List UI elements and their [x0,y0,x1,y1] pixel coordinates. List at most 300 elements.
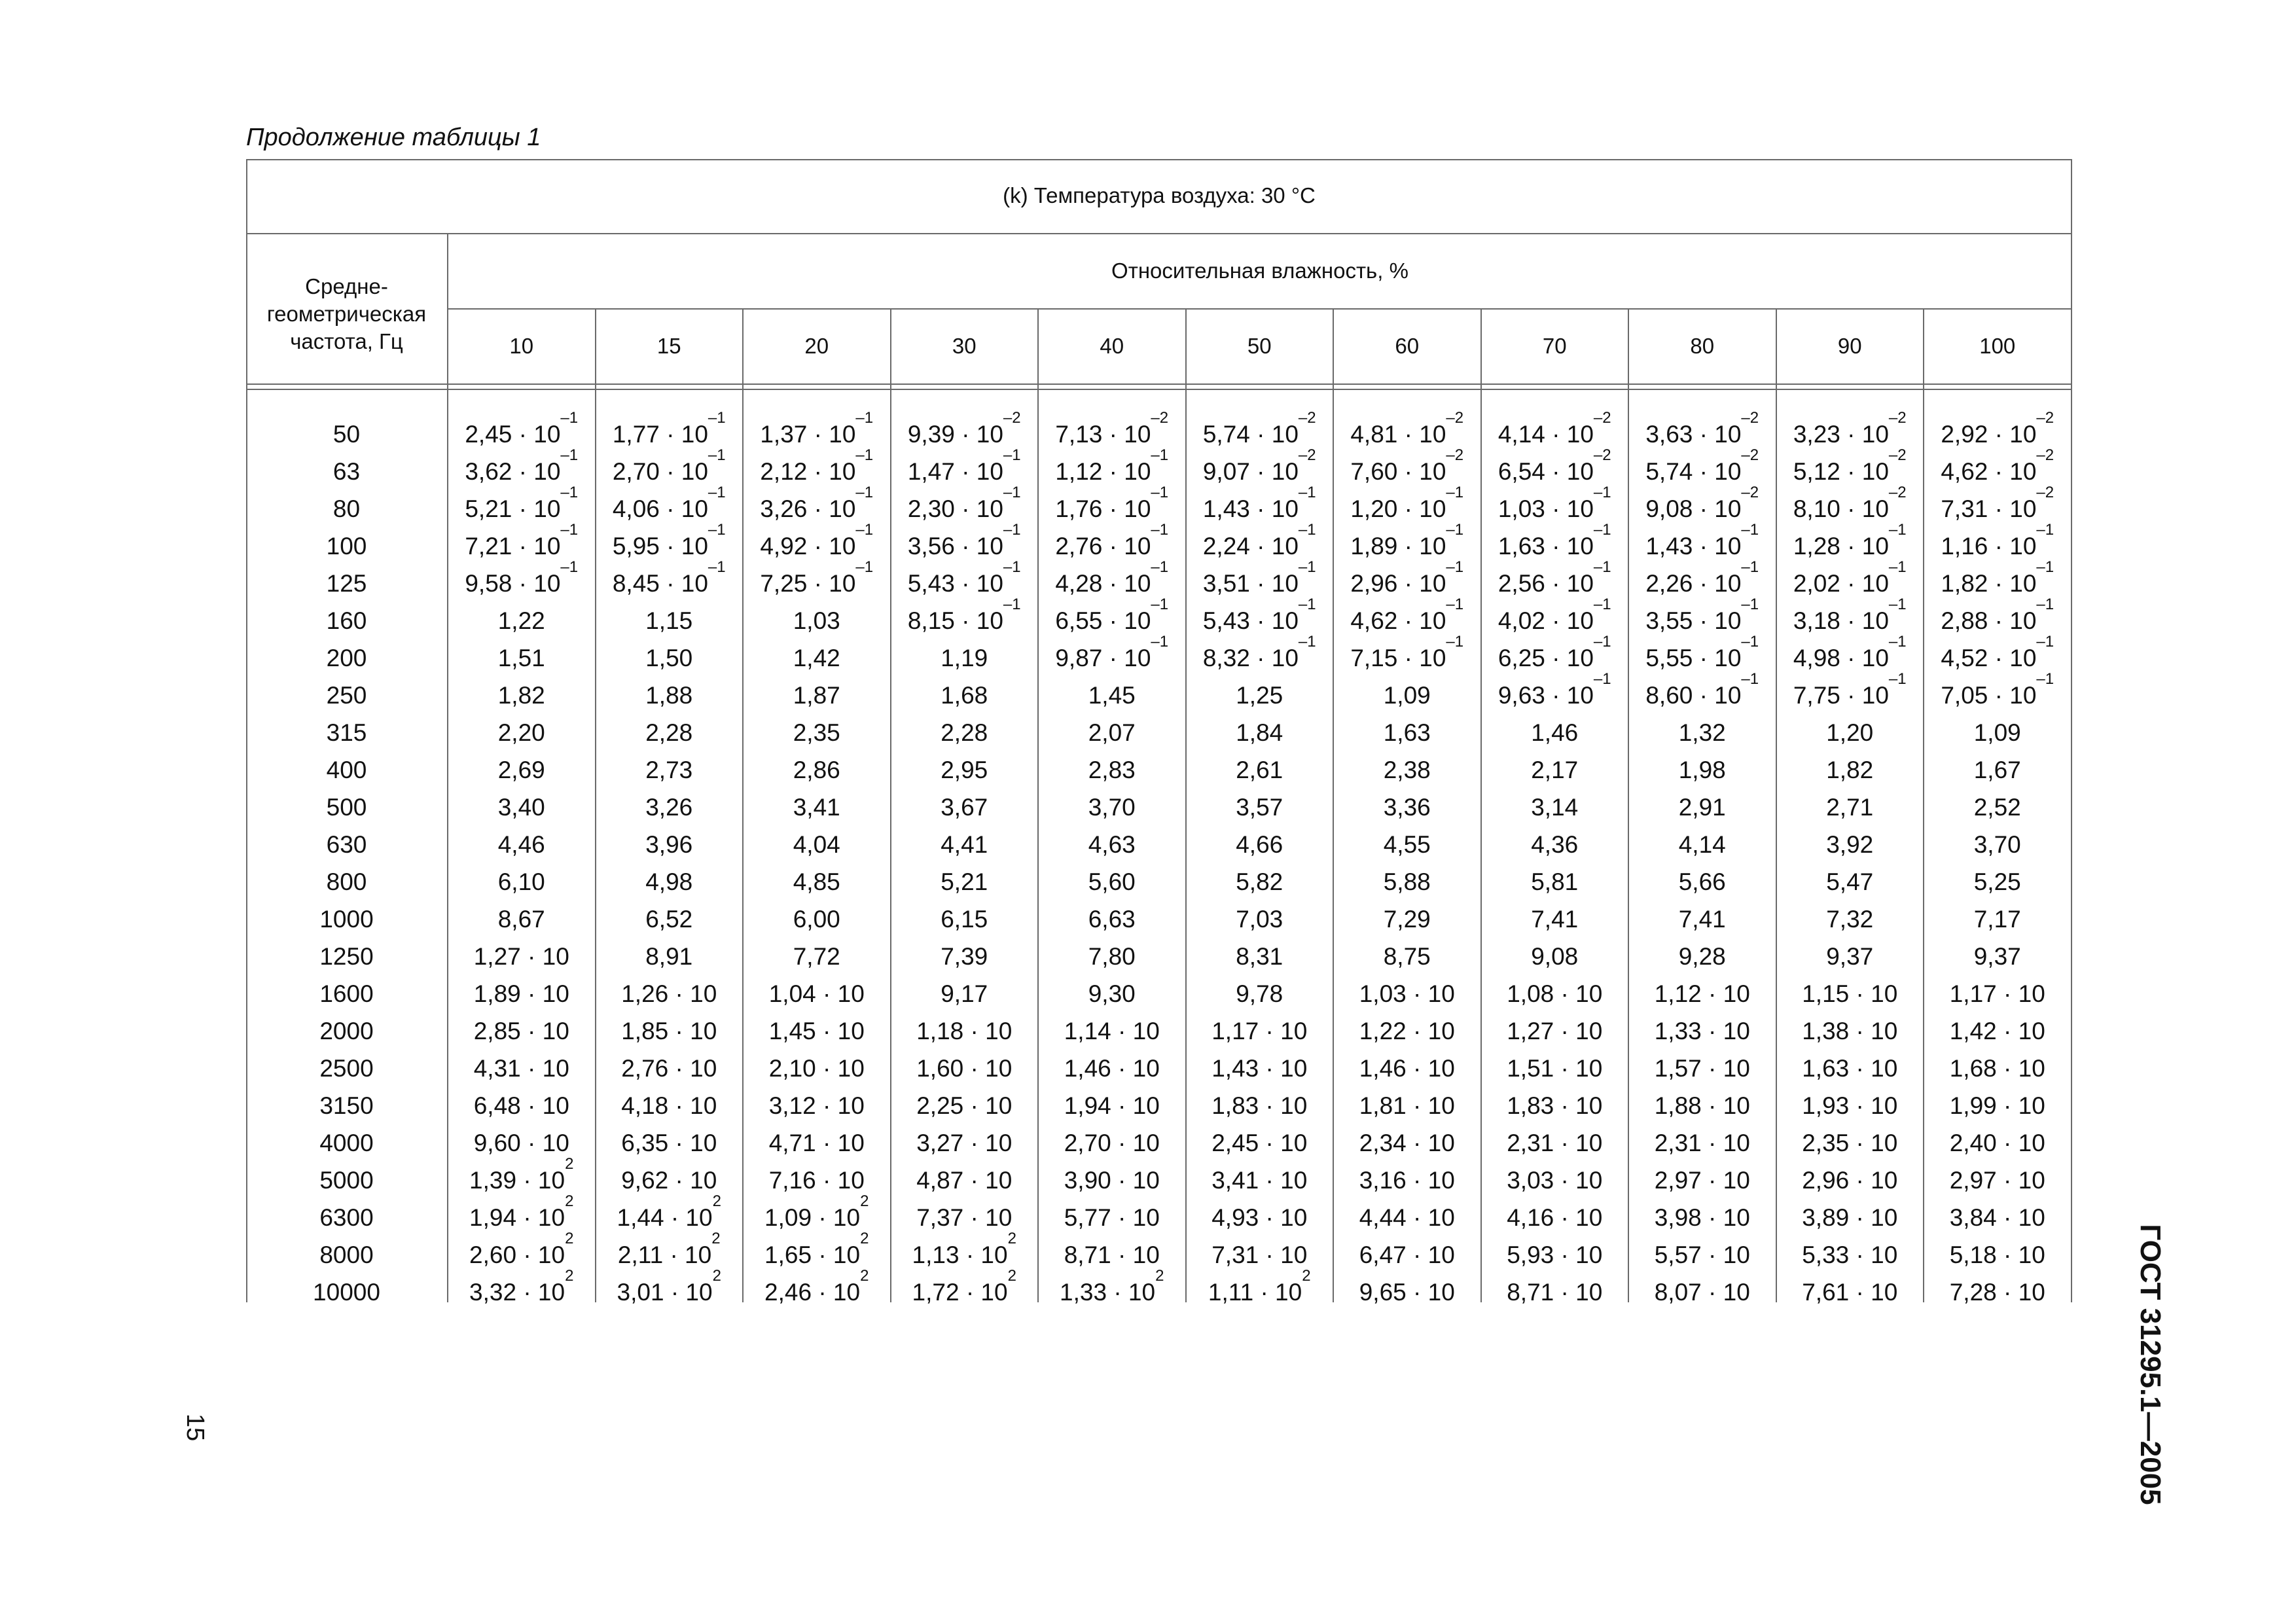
attenuation-value-cell [1038,826,1186,863]
value-mantissa: 4,98 · 10 [1793,645,1889,671]
attenuation-value-cell [1186,1236,1334,1274]
value-mantissa: 2,07 [1088,719,1136,746]
value-mantissa: 4,28 · 10 [1055,570,1151,597]
value-mantissa: 2,76 · 10 [621,1055,717,1082]
value-exponent: –1 [1298,633,1316,651]
value-mantissa: 1,88 [645,682,693,709]
value-mantissa: 8,31 [1236,943,1283,970]
value-mantissa: 1,46 · 10 [1064,1055,1160,1082]
value-mantissa: 1,22 · 10 [1359,1018,1455,1044]
attenuation-value-cell [1776,863,1924,901]
value-mantissa: 4,85 [793,868,840,895]
frequency-cell: 630 [326,831,367,858]
value-exponent: –1 [1298,558,1316,576]
attenuation-value-cell [596,751,744,789]
value-mantissa: 2,12 · 10 [760,458,856,485]
value-exponent: 2 [1155,1267,1164,1285]
value-mantissa: 3,32 · 10 [469,1279,565,1306]
value-mantissa: 7,25 · 10 [760,570,856,597]
attenuation-value-cell [1038,1199,1186,1236]
frequency-cell: 10000 [313,1279,380,1306]
attenuation-value-cell [743,1267,891,1311]
value-exponent: –2 [1593,446,1611,464]
value-mantissa: 7,39 [941,943,988,970]
value-exponent: –1 [1446,521,1464,539]
value-mantissa: 5,43 · 10 [1202,607,1299,634]
attenuation-value-cell [1333,1199,1481,1236]
value-exponent: –1 [1003,558,1021,576]
value-mantissa: 3,03 · 10 [1507,1167,1603,1194]
attenuation-value-cell [448,639,596,677]
attenuation-value-cell [596,938,744,975]
value-mantissa: 7,37 · 10 [916,1204,1013,1231]
value-mantissa: 7,60 · 10 [1350,458,1446,485]
attenuation-value-cell [1038,1087,1186,1124]
value-mantissa: 1,81 · 10 [1359,1092,1455,1119]
value-mantissa: 5,12 · 10 [1793,458,1889,485]
value-mantissa: 5,95 · 10 [612,533,708,560]
attenuation-value-cell [1038,1162,1186,1199]
frequency-cell: 6300 [319,1204,374,1231]
value-exponent: –1 [1888,633,1907,651]
value-mantissa: 1,27 · 10 [1507,1018,1603,1044]
value-mantissa: 1,37 · 10 [760,421,856,448]
attenuation-value-cell [1038,1050,1186,1087]
attenuation-value-cell [1924,1199,2072,1236]
attenuation-value-cell [1628,938,1776,975]
frequency-cell: 8000 [319,1241,374,1268]
value-mantissa: 6,10 [497,868,545,895]
value-mantissa: 2,73 [645,757,693,783]
attenuation-value-cell [1333,863,1481,901]
attenuation-value-cell [1186,1199,1334,1236]
value-mantissa: 4,52 · 10 [1941,645,2037,671]
attenuation-value-cell [596,558,744,602]
attenuation-value-cell [448,1012,596,1050]
value-mantissa: 2,35 · 10 [1802,1130,1898,1156]
value-mantissa: 2,61 [1236,757,1283,783]
attenuation-value-cell [596,1087,744,1124]
table-caption: Продолжение таблицы 1 [246,124,541,151]
value-exponent: 2 [712,1192,721,1210]
value-exponent: –2 [1888,484,1907,501]
value-exponent: –1 [1151,484,1169,501]
value-mantissa: 1,25 [1236,682,1283,709]
value-mantissa: 2,83 [1088,757,1136,783]
attenuation-value-cell [596,789,744,826]
value-exponent: –1 [1003,484,1021,501]
value-exponent: 2 [565,1155,574,1173]
attenuation-value-cell [891,826,1039,863]
attenuation-value-cell [1628,1162,1776,1199]
attenuation-value-cell [1186,789,1334,826]
value-exponent: –1 [855,521,874,539]
value-mantissa: 5,47 [1826,868,1874,895]
value-mantissa: 4,62 · 10 [1350,607,1446,634]
value-mantissa: 4,41 [941,831,988,858]
value-mantissa: 1,43 · 10 [1645,533,1742,560]
attenuation-value-cell [743,602,891,639]
attenuation-value-cell [1924,670,2072,714]
value-mantissa: 1,03 [793,607,840,634]
value-exponent: –2 [1888,446,1907,464]
attenuation-value-cell [891,596,1039,639]
frequency-cell: 100 [326,533,367,560]
value-exponent: 2 [1007,1230,1016,1247]
frequency-cell: 315 [326,719,367,746]
group-header-rule [448,308,2072,310]
value-mantissa: 1,77 · 10 [612,421,708,448]
value-exponent: –1 [2036,558,2054,576]
value-mantissa: 3,41 · 10 [1211,1167,1308,1194]
humidity-column-header: 50 [1247,334,1272,358]
value-mantissa: 3,27 · 10 [916,1130,1013,1156]
value-mantissa: 7,05 · 10 [1941,682,2037,709]
value-mantissa: 1,08 · 10 [1507,980,1603,1007]
title-rule [246,233,2072,234]
frequency-cell: 2000 [319,1018,374,1044]
attenuation-value-cell [1481,1162,1629,1199]
attenuation-value-cell [1776,1087,1924,1124]
attenuation-value-cell [1924,1087,2072,1124]
value-mantissa: 5,18 · 10 [1949,1241,2045,1268]
attenuation-value-cell [448,751,596,789]
value-mantissa: 1,12 · 10 [1055,458,1151,485]
value-mantissa: 1,68 · 10 [1949,1055,2045,1082]
attenuation-value-cell [1481,901,1629,938]
value-mantissa: 3,18 · 10 [1793,607,1889,634]
value-exponent: –2 [1888,409,1907,427]
value-mantissa: 5,55 · 10 [1645,645,1742,671]
attenuation-value-cell [448,826,596,863]
value-mantissa: 3,40 [497,794,545,821]
attenuation-value-cell [596,1124,744,1162]
attenuation-value-cell [1333,677,1481,714]
value-mantissa: 1,82 [1826,757,1874,783]
attenuation-value-cell [1481,938,1629,975]
value-mantissa: 1,13 · 10 [912,1241,1008,1268]
value-mantissa: 1,19 [941,645,988,671]
attenuation-value-cell [891,1124,1039,1162]
value-mantissa: 8,71 · 10 [1507,1279,1603,1306]
value-exponent: –1 [1298,521,1316,539]
attenuation-value-cell [1186,826,1334,863]
value-exponent: –1 [1888,596,1907,613]
attenuation-value-cell [1186,938,1334,975]
attenuation-value-cell [1776,1199,1924,1236]
value-mantissa: 4,66 [1236,831,1283,858]
value-mantissa: 7,72 [793,943,840,970]
value-mantissa: 3,63 · 10 [1645,421,1742,448]
attenuation-value-cell [448,1267,596,1311]
value-mantissa: 5,60 [1088,868,1136,895]
attenuation-value-cell [1628,789,1776,826]
value-exponent: –1 [1741,596,1759,613]
attenuation-value-cell [1628,751,1776,789]
value-mantissa: 9,63 · 10 [1498,682,1594,709]
value-mantissa: 2,56 · 10 [1498,570,1594,597]
value-mantissa: 5,21 · 10 [465,495,561,522]
value-mantissa: 1,57 · 10 [1654,1055,1750,1082]
value-mantissa: 2,31 · 10 [1654,1130,1750,1156]
value-exponent: –1 [1298,484,1316,501]
value-exponent: –2 [1298,446,1316,464]
value-mantissa: 2,91 [1678,794,1726,821]
value-mantissa: 8,71 · 10 [1064,1241,1160,1268]
attenuation-value-cell [1333,789,1481,826]
value-mantissa: 1,17 · 10 [1949,980,2045,1007]
attenuation-value-cell [1628,863,1776,901]
value-mantissa: 1,03 · 10 [1359,980,1455,1007]
attenuation-value-cell [1924,975,2072,1012]
value-mantissa: 1,94 · 10 [469,1204,565,1231]
value-mantissa: 2,97 · 10 [1654,1167,1750,1194]
value-mantissa: 1,76 · 10 [1055,495,1151,522]
value-exponent: –1 [1298,596,1316,613]
value-exponent: –1 [1888,670,1907,688]
attenuation-value-cell [1186,1124,1334,1162]
value-mantissa: 4,62 · 10 [1941,458,2037,485]
value-exponent: –1 [708,484,726,501]
attenuation-value-cell [1038,1267,1186,1311]
attenuation-value-cell [1481,751,1629,789]
attenuation-value-cell [448,558,596,602]
value-exponent: 2 [565,1192,574,1210]
humidity-column-header: 20 [804,334,829,358]
value-mantissa: 7,16 · 10 [768,1167,865,1194]
value-exponent: 2 [712,1267,721,1285]
value-mantissa: 5,57 · 10 [1654,1241,1750,1268]
value-mantissa: 1,46 [1531,719,1579,746]
attenuation-value-cell [448,789,596,826]
value-exponent: 2 [1007,1267,1016,1285]
value-mantissa: 3,26 [645,794,693,821]
attenuation-value-cell [1333,1162,1481,1199]
value-mantissa: 1,16 · 10 [1941,533,2037,560]
value-exponent: –1 [1741,670,1759,688]
value-mantissa: 1,14 · 10 [1064,1018,1160,1044]
value-mantissa: 2,95 [941,757,988,783]
value-exponent: –2 [2036,484,2054,501]
attenuation-value-cell [1924,1274,2072,1311]
frequency-cell: 5000 [319,1167,374,1194]
attenuation-value-cell [1776,826,1924,863]
value-mantissa: 3,57 [1236,794,1283,821]
attenuation-value-cell [1481,863,1629,901]
value-mantissa: 1,03 · 10 [1498,495,1594,522]
value-mantissa: 4,16 · 10 [1507,1204,1603,1231]
attenuation-value-cell [1186,1050,1334,1087]
value-mantissa: 1,51 · 10 [1507,1055,1603,1082]
value-exponent: –1 [1151,521,1169,539]
value-mantissa: 1,33 · 10 [1060,1279,1156,1306]
frequency-cell: 4000 [319,1130,374,1156]
value-mantissa: 3,56 · 10 [907,533,1003,560]
value-exponent: –1 [1593,558,1611,576]
humidity-column-header: 90 [1837,334,1862,358]
value-mantissa: 7,28 · 10 [1949,1279,2045,1306]
value-exponent: –1 [708,446,726,464]
attenuation-value-cell [1333,901,1481,938]
value-mantissa: 6,48 · 10 [473,1092,569,1119]
frequency-cell: 400 [326,757,367,783]
value-mantissa: 2,70 · 10 [612,458,708,485]
value-mantissa: 1,18 · 10 [916,1018,1013,1044]
attenuation-value-cell [743,1050,891,1087]
attenuation-value-cell [448,602,596,639]
value-mantissa: 8,10 · 10 [1793,495,1889,522]
attenuation-value-cell [596,1050,744,1087]
attenuation-value-cell [1628,1199,1776,1236]
value-mantissa: 3,26 · 10 [760,495,856,522]
attenuation-value-cell [743,1012,891,1050]
frequency-cell: 50 [332,421,361,448]
value-mantissa: 2,70 · 10 [1064,1130,1160,1156]
attenuation-value-cell [743,714,891,751]
value-exponent: –2 [2036,446,2054,464]
humidity-column-header: 100 [1979,334,2016,358]
attenuation-value-cell [1628,1087,1776,1124]
value-mantissa: 9,65 · 10 [1359,1279,1455,1306]
value-mantissa: 1,93 · 10 [1802,1092,1898,1119]
value-mantissa: 1,45 [1088,682,1136,709]
humidity-column-header: 80 [1690,334,1715,358]
attenuation-value-cell [1481,670,1629,714]
value-mantissa: 4,87 · 10 [916,1167,1013,1194]
attenuation-value-cell [1776,1274,1924,1311]
attenuation-value-cell [1481,1087,1629,1124]
attenuation-value-cell [1481,789,1629,826]
value-mantissa: 1,45 · 10 [768,1018,865,1044]
value-mantissa: 5,82 [1236,868,1283,895]
value-mantissa: 2,17 [1531,757,1579,783]
value-exponent: –2 [1446,409,1464,427]
attenuation-value-cell [1038,677,1186,714]
value-mantissa: 4,14 · 10 [1498,421,1594,448]
attenuation-value-cell [1776,670,1924,714]
value-mantissa: 1,42 · 10 [1949,1018,2045,1044]
value-mantissa: 9,62 · 10 [621,1167,717,1194]
value-exponent: –1 [1888,558,1907,576]
value-mantissa: 2,28 [941,719,988,746]
value-mantissa: 2,26 · 10 [1645,570,1742,597]
value-exponent: –1 [560,521,579,539]
attenuation-value-cell [891,789,1039,826]
value-exponent: –1 [1003,446,1021,464]
value-mantissa: 4,55 [1383,831,1431,858]
frequency-cell: 1000 [319,906,374,933]
value-mantissa: 2,11 · 10 [617,1241,712,1268]
value-mantissa: 7,80 [1088,943,1136,970]
value-mantissa: 2,52 [1973,794,2021,821]
attenuation-value-cell [743,826,891,863]
attenuation-value-cell [1333,1124,1481,1162]
value-exponent: –1 [1741,521,1759,539]
value-mantissa: 1,09 [1973,719,2021,746]
attenuation-value-cell [1481,714,1629,751]
humidity-column-header: 60 [1395,334,1420,358]
value-mantissa: 4,04 [793,831,840,858]
value-mantissa: 5,77 · 10 [1064,1204,1160,1231]
humidity-column-header: 10 [509,334,534,358]
value-mantissa: 1,84 [1236,719,1283,746]
value-mantissa: 1,63 · 10 [1498,533,1594,560]
attenuation-value-cell [1481,975,1629,1012]
value-exponent: –1 [1446,633,1464,651]
attenuation-value-cell [743,938,891,975]
value-exponent: –1 [1593,596,1611,613]
value-mantissa: 2,71 [1826,794,1874,821]
attenuation-value-cell [1924,714,2072,751]
value-mantissa: 4,18 · 10 [621,1092,717,1119]
value-mantissa: 2,60 · 10 [469,1241,565,1268]
attenuation-value-cell [1333,938,1481,975]
value-mantissa: 8,60 · 10 [1645,682,1742,709]
value-mantissa: 2,10 · 10 [768,1055,865,1082]
value-exponent: –1 [560,409,579,427]
value-exponent: –1 [708,521,726,539]
value-mantissa: 1,43 · 10 [1211,1055,1308,1082]
value-mantissa: 9,60 · 10 [473,1130,569,1156]
value-mantissa: 2,85 · 10 [473,1018,569,1044]
attenuation-value-cell [743,901,891,938]
attenuation-value-cell [1628,901,1776,938]
value-mantissa: 1,87 [793,682,840,709]
value-mantissa: 1,28 · 10 [1793,533,1889,560]
value-mantissa: 1,67 [1973,757,2021,783]
value-mantissa: 9,87 · 10 [1055,645,1151,671]
value-mantissa: 3,96 [645,831,693,858]
attenuation-value-cell [1333,1050,1481,1087]
frequency-cell: 2500 [319,1055,374,1082]
value-mantissa: 2,88 · 10 [1941,607,2037,634]
value-mantissa: 1,63 [1383,719,1431,746]
value-exponent: –1 [2036,521,2054,539]
attenuation-value-cell [1186,714,1334,751]
attenuation-value-cell [891,1050,1039,1087]
value-exponent: 2 [860,1230,869,1247]
attenuation-value-cell [1186,1162,1334,1199]
value-mantissa: 7,75 · 10 [1793,682,1889,709]
attenuation-value-cell [596,1012,744,1050]
value-mantissa: 1,68 [941,682,988,709]
attenuation-value-cell [1481,1124,1629,1162]
attenuation-value-cell [1924,938,2072,975]
table-top-border [246,159,2072,160]
value-mantissa: 1,63 · 10 [1802,1055,1898,1082]
value-mantissa: 1,89 · 10 [1350,533,1446,560]
value-mantissa: 1,12 · 10 [1654,980,1750,1007]
value-mantissa: 1,15 · 10 [1802,980,1898,1007]
value-mantissa: 1,83 · 10 [1507,1092,1603,1119]
value-mantissa: 3,23 · 10 [1793,421,1889,448]
humidity-column-header: 15 [656,334,681,358]
attenuation-value-cell [1186,1012,1334,1050]
value-mantissa: 3,92 [1826,831,1874,858]
value-mantissa: 1,43 · 10 [1202,495,1299,522]
value-mantissa: 2,02 · 10 [1793,570,1889,597]
attenuation-value-cell [1186,975,1334,1012]
attenuation-value-cell [1038,633,1186,677]
value-exponent: –2 [1593,409,1611,427]
value-mantissa: 3,98 · 10 [1654,1204,1750,1231]
value-mantissa: 5,81 [1531,868,1579,895]
value-mantissa: 2,45 · 10 [1211,1130,1308,1156]
attenuation-value-cell [1038,938,1186,975]
value-mantissa: 2,35 [793,719,840,746]
value-exponent: –1 [1446,596,1464,613]
value-mantissa: 6,35 · 10 [621,1130,717,1156]
